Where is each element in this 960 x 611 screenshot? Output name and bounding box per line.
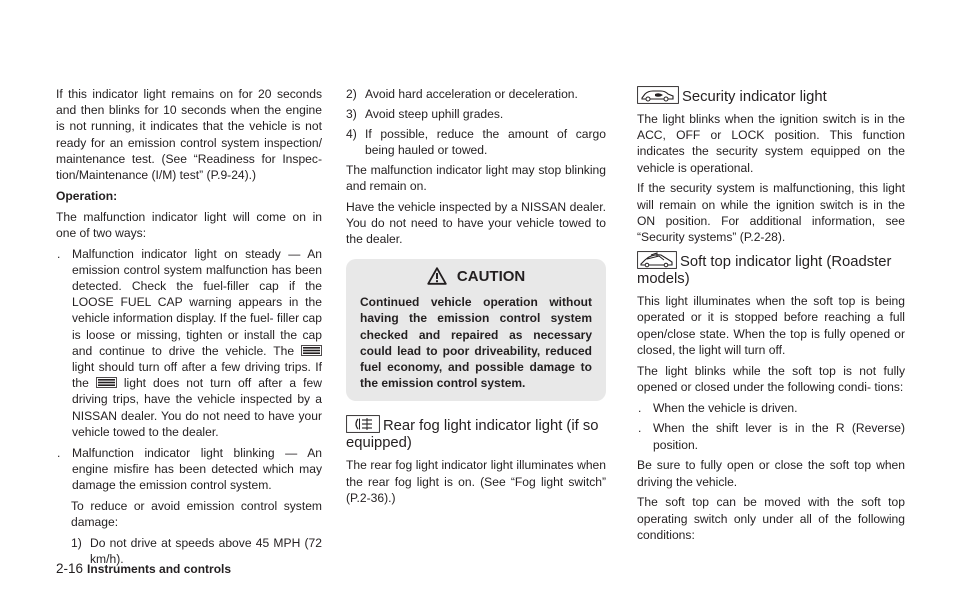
section-title: Instruments and controls — [87, 562, 232, 576]
security-heading: Security indicator light — [637, 86, 905, 106]
soft-top-icon — [637, 251, 677, 269]
paragraph-have-inspected: Have the vehicle inspected by a NISSAN dealer. You do not need to have your vehicle towed to the dealer. — [346, 199, 606, 246]
caution-box — [346, 259, 606, 401]
numbered-item-2: 2) Avoid hard acceleration or deceleration. — [346, 87, 578, 101]
service-engine-soon-icon — [96, 377, 117, 388]
paragraph-may-stop-blinking: The malfunction indicator light may stop blinking and remain on. — [346, 162, 606, 193]
paragraph-soft-top-fully: Be sure to fully open or close the soft top when driving the vehicle. — [637, 458, 905, 489]
operation-label: Operation: — [56, 188, 118, 203]
column-right — [637, 86, 905, 548]
rear-fog-heading: Rear fog light indicator light (if so equipped) — [346, 415, 606, 452]
paragraph-reduce-damage: To reduce or avoid emission control system damage: — [71, 498, 322, 530]
bullet: . — [638, 421, 642, 436]
bullet: . — [57, 445, 61, 460]
numbered-item-1: 1) Do not drive at speeds above 45 MPH (72 km/h). — [71, 535, 322, 567]
list-item-vehicle-driven: . When the vehicle is driven. — [638, 400, 798, 415]
page-footer — [56, 561, 231, 576]
soft-top-heading: Soft top indicator light (Roadster models) — [637, 251, 905, 288]
paragraph-operation-intro: The malfunction indicator light will come on in one of two ways: — [56, 209, 322, 240]
page-number: 2-16 — [56, 561, 84, 576]
bullet: . — [57, 246, 61, 261]
paragraph-readiness: If this indicator light remains on for 20 seconds and then blinks for 10 seconds when the engine is not running, it indicates that the vehicle is not ready for an emission control system inspection/ maintenance test. (See “Readiness for Inspec- tion/Maintenance (I/M) test” (P.9-24).) — [56, 87, 322, 183]
numbered-item-3: 3) Avoid steep uphill grades. — [346, 106, 504, 121]
column-middle — [346, 86, 606, 511]
paragraph-rear-fog: The rear fog light indicator light illuminates when the rear fog light is on. (See “Fog light switch” (P.2-36).) — [346, 458, 606, 505]
list-item-blinking: . Malfunction indicator light blinking — An engine misfire has been detected which may damage the emission control system. — [57, 445, 322, 493]
caution-text: Continued vehicle operation without having the emission control system checked and repaired as necessary could lead to poor driveability, reduced fuel economy, and possible damage to the emission control system. — [360, 295, 592, 391]
security-car-icon — [637, 86, 679, 104]
numbered-item-4: 4) If possible, reduce the amount of cargo being hauled or towed. — [346, 126, 606, 157]
paragraph-soft-top-blinks: The light blinks while the soft top is not fully opened or closed under the following condi- tions: — [637, 363, 905, 394]
paragraph-security-malfunction: If the security system is malfunctioning, this light will remain on while the ignition switch is in the ON position. For additional information, see “Security systems” (P.2-28). — [637, 181, 905, 245]
warning-triangle-icon — [427, 267, 447, 285]
paragraph-soft-top-conditions: The soft top can be moved with the soft top operating switch only under all of the following conditions: — [637, 495, 905, 542]
bullet: . — [638, 400, 642, 415]
column-left — [56, 86, 322, 571]
paragraph-soft-top-illuminates: This light illuminates when the soft top is being operated or it is stopped before reaching a full open/close state. When the top is fully opened or closed, the light will turn off. — [637, 294, 905, 357]
caution-heading: CAUTION — [360, 267, 592, 286]
rear-fog-light-icon — [346, 415, 380, 433]
list-item-shift-reverse: . When the shift lever is in the R (Reverse) position. — [638, 421, 905, 452]
list-item-on-steady: . Malfunction indicator light on steady — An emission control system malfunction has been detected. Check the fuel-filler cap if the LOOSE FUEL CAP warning appears in the vehicle information display. If the fuel- filler cap is loose or missing, tighten or install the cap and continue to drive the vehicle. The light should turn off after a few driving trips. If the light does not turn off after a few driving trips, have the vehicle inspected by a NISSAN dealer. You do not need to have your vehicle towed to the dealer. — [57, 246, 322, 439]
paragraph-security-blink: The light blinks when the ignition switch is in the ACC, OFF or LOCK position. This function indicates the security system equipped on the vehicle is operational. — [637, 112, 905, 175]
service-engine-soon-icon — [301, 345, 322, 356]
